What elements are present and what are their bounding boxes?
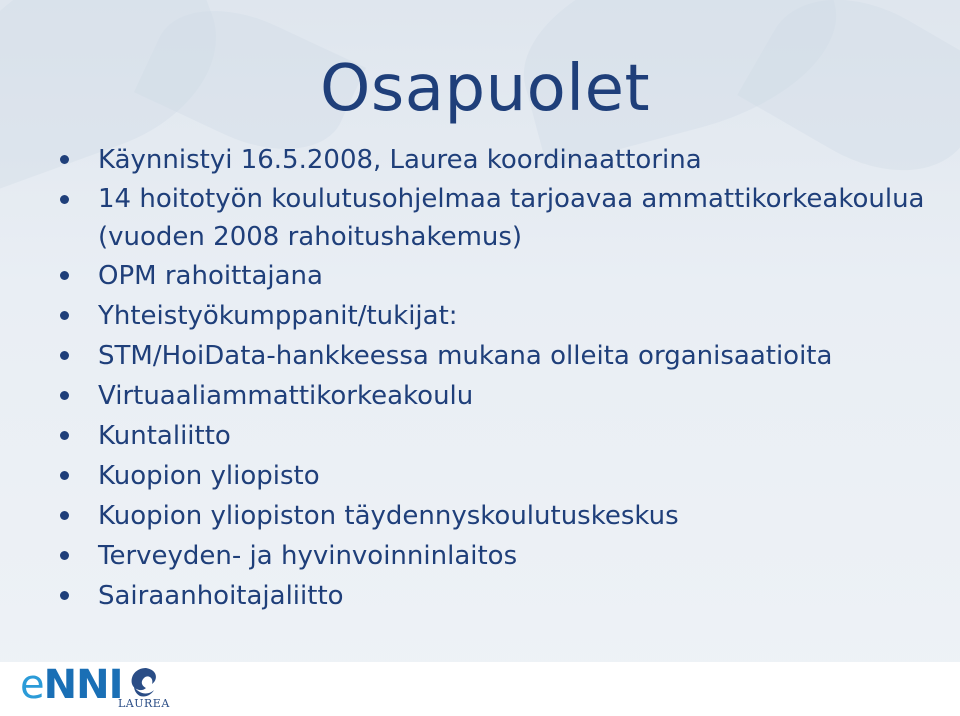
bullet-item: STM/HoiData-hankkeessa mukana olleita organisaatioita (54, 336, 944, 376)
bullet-dot-icon (60, 271, 69, 280)
bullet-item: OPM rahoittajana (54, 256, 944, 296)
bullet-item: Sairaanhoitajaliitto (54, 576, 944, 616)
bullet-item: Kuopion yliopiston täydennyskoulutuskeskus (54, 496, 944, 536)
bullet-item: Käynnistyi 16.5.2008, Laurea koordinaattorina (54, 140, 944, 180)
slide-title: Osapuolet (320, 52, 651, 126)
bullet-dot-icon (60, 431, 69, 440)
laurea-logo-text: LAUREA (118, 697, 170, 710)
bullet-dot-icon (60, 391, 69, 400)
bullet-item: 14 hoitotyön koulutusohjelmaa tarjoavaa ammattikorkeakoulua (vuoden 2008 rahoitushakemus) (54, 180, 944, 256)
bullet-dot-icon (60, 551, 69, 560)
bullet-dot-icon (60, 351, 69, 360)
bullet-dot-icon (60, 591, 69, 600)
bullet-item: Kuntaliitto (54, 416, 944, 456)
bullet-list (54, 140, 944, 616)
bullet-item: Virtuaaliammattikorkeakoulu (54, 376, 944, 416)
bullet-item: Terveyden- ja hyvinvoinninlaitos (54, 536, 944, 576)
bullet-dot-icon (60, 471, 69, 480)
bullet-item: Kuopion yliopisto (54, 456, 944, 496)
bullet-dot-icon (60, 155, 69, 164)
bullet-dot-icon (60, 511, 69, 520)
bullet-dot-icon (60, 195, 69, 204)
bullet-dot-icon (60, 311, 69, 320)
enni-logo: eNNI (20, 662, 123, 708)
bullet-item: Yhteistyökumppanit/tukijat: (54, 296, 944, 336)
